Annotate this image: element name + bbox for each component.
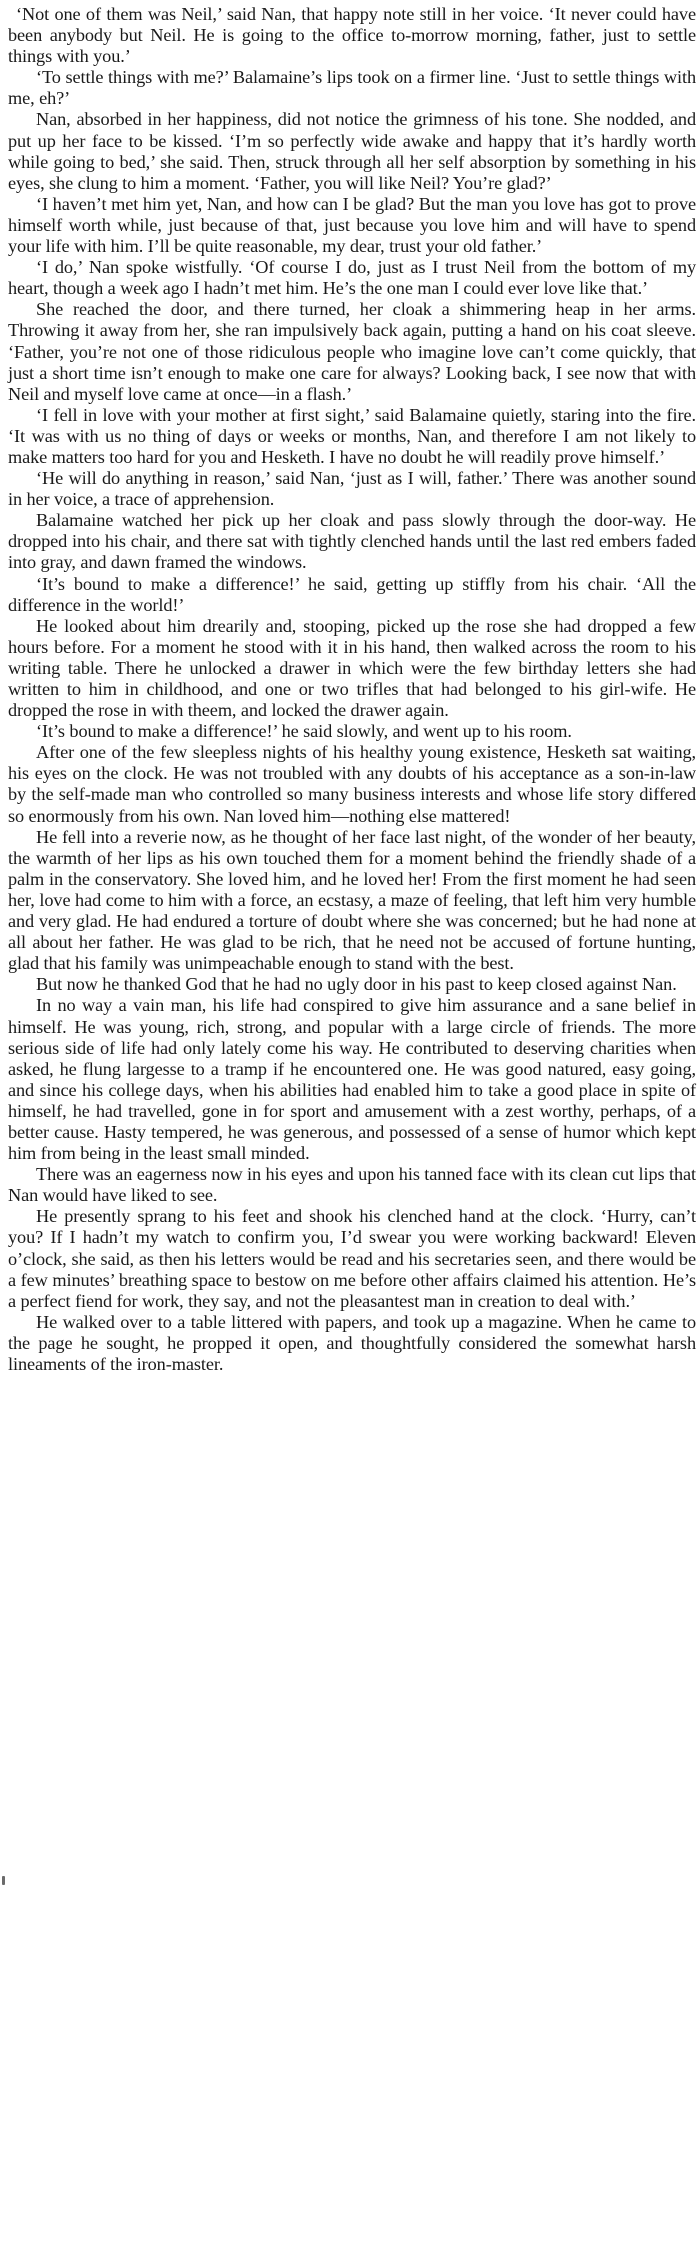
paragraph: He fell into a reverie now, as he thought of her face last night, of the wonder of her beauty, the warmth of her lips as his own touched them for a moment behind the friendly shade of a palm in the conservatory. She loved him, and he loved her! From the first moment he had seen her, love had come to him with a force, an ecstasy, a maze of feeling, that left him very humble and very glad. He had endured a torture of doubt where she was concerned; but he had none at all about her father. He was glad to be rich, that he need not be accused of fortune hunting, glad that his family was unimpeachable enough to stand with the best. xyxy=(8,826,696,974)
paragraph: ‘Not one of them was Neil,’ said Nan, that happy note still in her voice. ‘It never could have been anybody but Neil. He is going to the office to-morrow morning, father, just to settle things with you.’ xyxy=(8,4,696,67)
paragraph: Nan, absorbed in her happiness, did not notice the grimness of his tone. She nodded, and put up her face to be kissed. ‘I’m so perfectly wide awake and happy that it’s hardly worth while going to bed,’ she said. Then, struck through all her self absorption by something in his eyes, she clung to him a moment. ‘Father, you will like Neil? You’re glad?’ xyxy=(8,109,696,193)
paragraph: Balamaine watched her pick up her cloak and pass slowly through the door-way. He dropped into his chair, and there sat with tightly clenched hands until the last red embers faded into gray, and dawn framed the windows. xyxy=(8,510,696,573)
paragraph: ‘I haven’t met him yet, Nan, and how can I be glad? But the man you love has got to prove himself worth while, just because of that, just because you love him and will have to spend your life with him. I’ll be quite reasonable, my dear, trust your old father.’ xyxy=(8,193,696,257)
story-page xyxy=(8,4,696,2240)
paragraph: After one of the few sleepless nights of his healthy young existence, Hesketh sat waiting, his eyes on the clock. He was not troubled with any doubts of his acceptance as a son-in-law by the self-made man who controlled so many business interests and whose life story differed so enormously from his own. Nan loved him—nothing else mattered! xyxy=(8,742,696,826)
paragraph: He presently sprang to his feet and shook his clenched hand at the clock. ‘Hurry, can’t you? If I hadn’t my watch to confirm you, I’d swear you were working backward! Eleven o’clock, she said, as then his letters would be read and his secretaries seen, and there would be a few minutes’ breathing space to bestow on me before other affairs claimed his attention. He’s a perfect fiend for work, they say, and not the pleasantest man in creation to deal with.’ xyxy=(8,1206,696,1311)
paragraph: She reached the door, and there turned, her cloak a shimmering heap in her arms. Throwing it away from her, she ran impulsively back again, putting a hand on his coat sleeve. ‘Father, you’re not one of those ridiculous people who imagine love can’t come quickly, that just a short time isn’t enough to make one care for always? Looking back, I see now that with Neil and myself love came at once—in a flash.’ xyxy=(8,299,696,404)
paragraph: ‘To settle things with me?’ Balamaine’s lips took on a firmer line. ‘Just to settle things with me, eh?’ xyxy=(8,67,696,109)
paragraph: He looked about him drearily and, stooping, picked up the rose she had dropped a few hours before. For a moment he stood with it in his hand, then walked across the room to his writing table. There he unlocked a drawer in which were the few birthday letters she had written to him in childhood, and one or two trifles that had belonged to his girl-wife. He dropped the rose in with theem, and locked the drawer again. xyxy=(8,615,696,721)
scan-speck xyxy=(2,1876,5,1885)
paragraph: ‘It’s bound to make a difference!’ he said, getting up stiffly from his chair. ‘All the difference in the world!’ xyxy=(8,573,696,615)
paragraph: ‘I fell in love with your mother at first sight,’ said Balamaine quietly, staring into the fire. ‘It was with us no thing of days or weeks or months, Nan, and therefore I am not likely to make matters too hard for you and Hesketh. I have no doubt he will readily prove himself.’ xyxy=(8,404,696,467)
paragraph: ‘He will do anything in reason,’ said Nan, ‘just as I will, father.’ There was another sound in her voice, a trace of apprehension. xyxy=(8,468,696,510)
paragraph: He walked over to a table littered with papers, and took up a magazine. When he came to the page he sought, he propped it open, and thoughtfully considered the somewhat harsh lineaments of the iron-master. xyxy=(8,1311,696,1374)
paragraph: There was an eagerness now in his eyes and upon his tanned face with its clean cut lips that Nan would have liked to see. xyxy=(8,1164,696,1206)
paragraph: ‘It’s bound to make a difference!’ he said slowly, and went up to his room. xyxy=(36,721,572,742)
paragraph: In no way a vain man, his life had conspired to give him assurance and a sane belief in himself. He was young, rich, strong, and popular with a large circle of friends. The more serious side of life had only lately come his way. He contributed to deserving charities when asked, he flung largesse to a tramp if he encountered one. He was good natured, easy going, and since his college days, when his abilities had enabled him to take a good place in spite of himself, he had travelled, gone in for sport and amusement with a zest worthy, perhaps, of a better cause. Hasty tempered, he was generous, and possessed of a sense of humor which kept him from being in the least small minded. xyxy=(8,995,696,1164)
paragraph: ‘I do,’ Nan spoke wistfully. ‘Of course I do, just as I trust Neil from the bottom of my heart, though a week ago I hadn’t met him. He’s the one man I could ever love like that.’ xyxy=(8,257,696,299)
paragraph: But now he thanked God that he had no ugly door in his past to keep closed against Nan. xyxy=(36,974,677,995)
